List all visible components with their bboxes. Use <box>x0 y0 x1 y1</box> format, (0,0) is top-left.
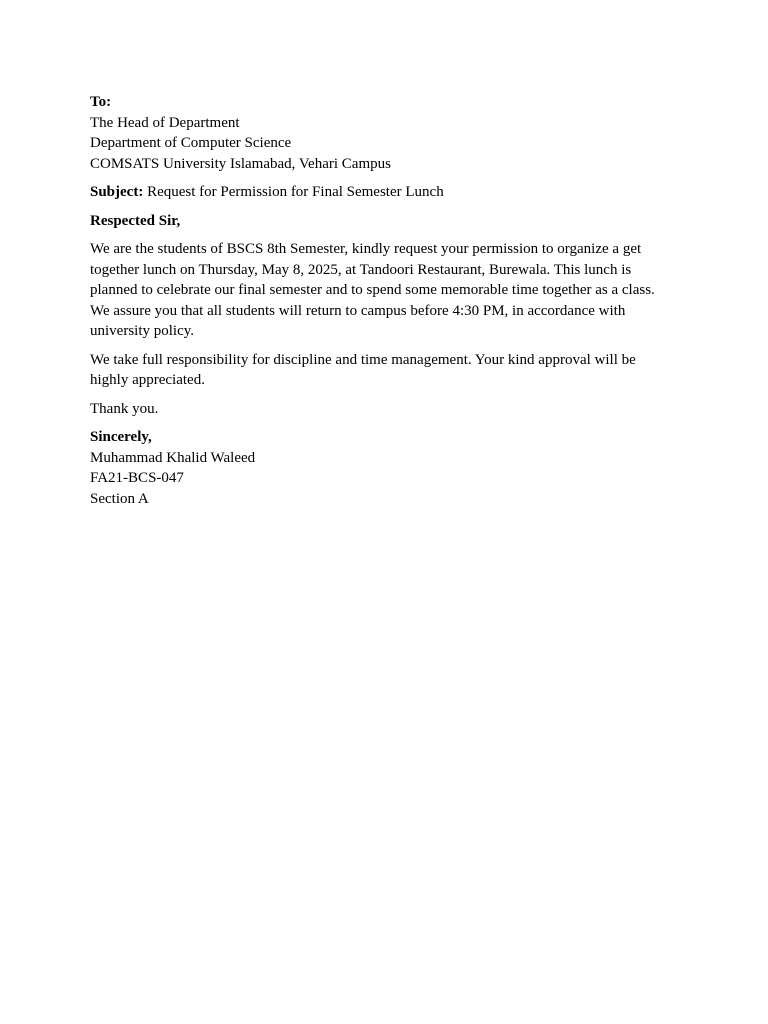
salutation-text: Respected Sir, <box>90 212 181 229</box>
letter-document <box>90 92 670 509</box>
recipient-line: COMSATS University Islamabad, Vehari Campus <box>90 155 391 172</box>
signature-name: Muhammad Khalid Waleed <box>90 449 256 466</box>
body-paragraph-2 <box>90 350 670 391</box>
body-line: We assure you that all students will return to campus before 4:30 PM, in accordance with <box>90 302 626 319</box>
thanks <box>90 399 670 420</box>
recipient-line: Department of Computer Science <box>90 135 292 151</box>
body-paragraph-1 <box>90 239 670 342</box>
body-line: together lunch on Thursday, May 8, 2025, at Tandoori Restaurant, Burewala. This lunch is <box>90 261 632 278</box>
thanks-text: Thank you. <box>90 400 159 417</box>
signature-block <box>90 427 670 509</box>
subject-line <box>90 182 670 203</box>
recipient-block <box>90 92 670 174</box>
body-line: We are the students of BSCS 8th Semester, kindly request your permission to organize a get <box>90 241 642 257</box>
body-line: We take full responsibility for discipline and time management. Your kind approval will be <box>90 351 636 368</box>
to-label: To: <box>90 94 112 110</box>
salutation <box>90 211 670 232</box>
body-line: highly appreciated. <box>90 372 205 388</box>
signature-section: Section A <box>90 490 149 507</box>
subject-text: Request for Permission for Final Semester Lunch <box>147 184 444 200</box>
body-line: planned to celebrate our final semester and to spend some memorable time together as a class. <box>90 282 655 298</box>
recipient-line: The Head of Department <box>90 114 240 131</box>
body-line: university policy. <box>90 323 195 339</box>
subject-label: Subject: <box>90 184 144 200</box>
closing-text: Sincerely, <box>90 429 152 445</box>
signature-id: FA21-BCS-047 <box>90 470 184 486</box>
